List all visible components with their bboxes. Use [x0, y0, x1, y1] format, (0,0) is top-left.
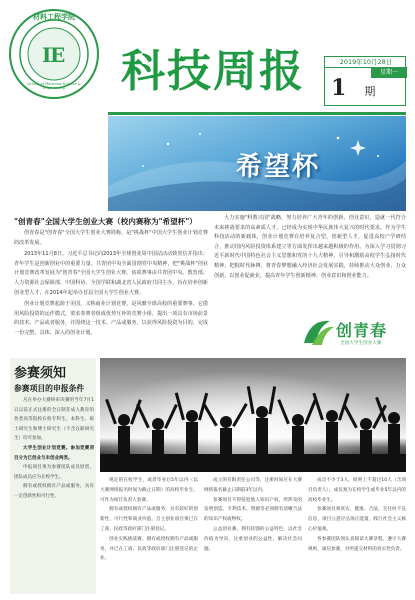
- column-paragraph: 规定的在校学生，或者毕业后5年以内（以大赛网络报名时间为截止日期）的高校毕业生，可作为项目负责人参赛。: [100, 478, 198, 503]
- article-right-column: [214, 214, 406, 310]
- hero-title: 希望杯: [236, 152, 321, 182]
- tips-body: [14, 396, 94, 592]
- masthead-divider: [108, 112, 406, 115]
- creative-youth-subtitle: 全国大学生创业大赛: [340, 341, 382, 346]
- svg-text:E: E: [50, 43, 66, 67]
- article-title: "创青春"全国大学生创业大赛（校内赛称为"希望杯"）: [14, 217, 197, 226]
- article-paragraph: 大力实施"科教兴国"战略，努力培养广大青年的创新、创业意识，造就一代符合未来挑战要求的高素质人才，已经成为实现中华民族伟大复兴的时代要求。作为学生科技活动的新载体，创业计划竞赛在培养复合型、创新型人才，促进高校产学研结合，推动国内风险投资体系建立等方面发挥出越来越积极的作用。为深入学习贯彻习近平新时代中国特色社会主义思想和党的十九大精神，引导和激励高校学生弘扬时代精神，把握时代脉搏，将青春梦想融入经济社会发展实践，持续推动大众创业、万众创新，以创业促就业，提高青年学生创新精神、创业意识和创业能力。: [214, 215, 406, 279]
- hero-banner: [108, 116, 406, 211]
- column-paragraph: 参赛项目须真实、健康、合法，无任何不良信息，项目立意应弘扬正能量，践行社会主义核心价值观。: [308, 507, 406, 532]
- creative-youth-name: 创青春: [336, 321, 388, 340]
- article-column-3: [308, 476, 406, 594]
- column-paragraph: 拥有或授权拥有产品或服务，具有较好的创新性、可行性和商业价值，自主创业项目须已在工商、民政等政府部门注册登记。: [100, 507, 198, 532]
- column-paragraph: 创业实践挑战赛。拥有或授权拥有产品或服务，并已在工商、民政等政府部门注册登记的企业。: [100, 536, 198, 562]
- celebration-photo: [100, 358, 406, 472]
- issue-weekday: 星期一: [371, 68, 407, 78]
- logo-ring-text: School of Materials Science & Engineering: [27, 82, 81, 90]
- article-paragraph: 2013年11月8日，习近平总书记向2013年全球创业周中国站活动致贺信并指出：青年学生是创新创业中的重要力量。共青团中央全面贯彻党中央精神，把"挑战杯"创业计划竞赛改革发展为"创青春"全国大学生创业大赛，该项赛事由共青团中央、教育部、人力资源社会保障部、中国科协、全国学联和湖北省人民政府共同主办，旨在培养创新创业型人才，在2014年起举办首届全国大学生创业大赛。: [14, 251, 208, 296]
- column-paragraph: 各参赛团队须认真阅读大赛章程，遵守大赛规则，诚信参赛，对所提交材料的真实性负责。: [308, 536, 406, 552]
- logo-text: 材料工程学院: [33, 13, 75, 21]
- article-paragraph: 创业计划竞赛起源于美国，又称商业计划竞赛，是风靡全球高校的重要赛事。它借用风险投资的运作模式，要求参赛者组成优势互补的竞赛小组，提出一项具有市场前景的技术、产品或者服务，并围绕这一技术、产品或服务，以获得风险投资为目的，完成一份完整、具体、深入的创业计划。: [14, 301, 208, 336]
- column-paragraph: 公益创业赛。拥有较强的公益特色，以社会价值为导向，注重创业的公益性，解决社会问题。: [204, 526, 302, 552]
- article-creative-youth: [14, 214, 208, 356]
- tips-paragraph-bold: 大学生创业计划竞赛。参加竞赛项目分为已创业与未创业两类。: [14, 445, 94, 461]
- tips-paragraph: 凡在举办大赛终审决赛的当年7月1日以前正式注册的全日制非成人教育的各类高等院校在校专科生、本科生、硕士研究生和博士研究生（不含在职研究生）均可参加。: [14, 398, 94, 442]
- tips-paragraph: 申报项目须为参赛团队成员原创，团队成员应为在校学生。: [14, 465, 94, 480]
- tips-paragraph: 拥有或授权拥有产品或服务，具有一定创新性和可行性。: [14, 484, 94, 499]
- masthead-title: 科技周报: [121, 46, 305, 97]
- column-paragraph: 参赛项目不得侵犯他人知识产权，所涉及的发明创造、专利技术、资源等必须拥有清晰合法的知识产权或物权。: [204, 497, 302, 523]
- silhouette-crowd-graphic: [100, 358, 406, 472]
- issue-date: 2019年10月28日: [325, 57, 407, 68]
- tips-title: 参赛须知: [14, 366, 67, 381]
- issue-number-value: 1: [331, 75, 347, 101]
- article-paragraph: 创青春是"创青春"全国大学生创业大赛简称，是"挑战杯"中国大学生创业计划竞赛的改革发展。: [14, 230, 208, 246]
- issue-info-box: [324, 56, 406, 106]
- svg-text:I: I: [42, 43, 52, 67]
- tips-subtitle: 参赛项目的申报条件: [14, 384, 85, 393]
- issue-unit: 期: [364, 85, 376, 98]
- article-column-1: [100, 476, 198, 594]
- column-paragraph: 成立的有限责任公司等，注册时间应在大赛网络报名截止日期前3年以内。: [204, 478, 302, 493]
- issue-number: [331, 72, 401, 108]
- article-column-2: [204, 476, 302, 594]
- column-paragraph: 成员不少于3人，原则上不超过10人（含项目负责人）。成员须为在校学生或毕业5年以内的高校毕业生。: [308, 478, 406, 503]
